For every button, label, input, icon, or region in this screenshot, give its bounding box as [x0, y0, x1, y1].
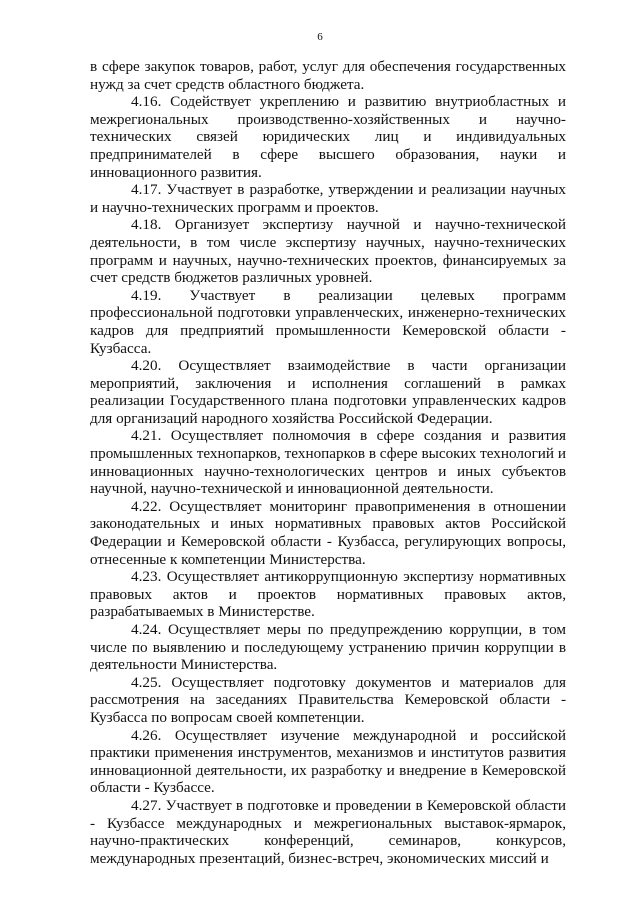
paragraph-4-17: 4.17. Участвует в разработке, утверждении и реализации научных и научно-технических программ и проектов. — [90, 181, 566, 216]
page-number: 6 — [317, 31, 323, 43]
paragraph-4-22: 4.22. Осуществляет мониторинг правоприменения в отношении законодательных и иных нормативных правовых актов Российской Федерации и Кемеровской области - Кузбасса, регулирующих вопросы, отнесенные к компетенции Министерства. — [90, 497, 566, 568]
paragraph-4-21: 4.21. Осуществляет полномочия в сфере создания и развития промышленных технопарков, технопарков в сфере высоких технологий и инновационных научно-технологических центров и иных субъектов научной, научно-технической и инновационной деятельности. — [90, 427, 566, 498]
paragraph-4-20: 4.20. Осуществляет взаимодействие в части организации мероприятий, заключения и исполнения соглашений в рамках реализации Государственного плана подготовки управленческих кадров для организаций народного хозяйства Российской Федерации. — [90, 357, 566, 427]
paragraph-4-19: 4.19. Участвует в реализации целевых программ профессиональной подготовки управленческих, инженерно-технических кадров для предприятий промышленности Кемеровской области - Кузбасса. — [90, 286, 566, 357]
paragraph-4-27: 4.27. Участвует в подготовке и проведении в Кемеровской области - Кузбассе международных и межрегиональных выставок-ярмарок, научно-практических конференций, семинаров, конкурсов, международных презентаций, бизнес-встреч, экономических миссий и — [90, 796, 566, 867]
paragraph-4-25: 4.25. Осуществляет подготовку документов и материалов для рассмотрения на заседаниях Правительства Кемеровской области - Кузбасса по вопросам своей компетенции. — [90, 673, 566, 726]
paragraph-continuation: в сфере закупок товаров, работ, услуг для обеспечения государственных нужд за счет средств областного бюджета. — [90, 58, 566, 93]
paragraph-4-24: 4.24. Осуществляет меры по предупреждению коррупции, в том числе по выявлению и последующему устранению причин коррупции в деятельности Министерства. — [90, 621, 566, 674]
paragraph-4-18: 4.18. Организует экспертизу научной и научно-технической деятельности, в том числе экспертизу научных, научно-технических программ и научных, научно-технических проектов, финансируемых за счет средств бюджетов различных уровней. — [90, 216, 566, 287]
document-body — [90, 58, 566, 867]
paragraph-4-26: 4.26. Осуществляет изучение международной и российской практики применения инструментов, механизмов и институтов развития инновационной деятельности, их разработку и внедрение в Кемеровской области - Кузбассе. — [90, 726, 566, 797]
paragraph-4-23: 4.23. Осуществляет антикоррупционную экспертизу нормативных правовых актов и проектов нормативных правовых актов, разрабатываемых в Министерстве. — [90, 568, 566, 621]
paragraph-4-16: 4.16. Содействует укреплению и развитию внутриобластных и межрегиональных производственно-хозяйственных и научно-технических связей юридических лиц и индивидуальных предпринимателей в сфере высшего образования, науки и инновационного развития. — [90, 93, 566, 181]
